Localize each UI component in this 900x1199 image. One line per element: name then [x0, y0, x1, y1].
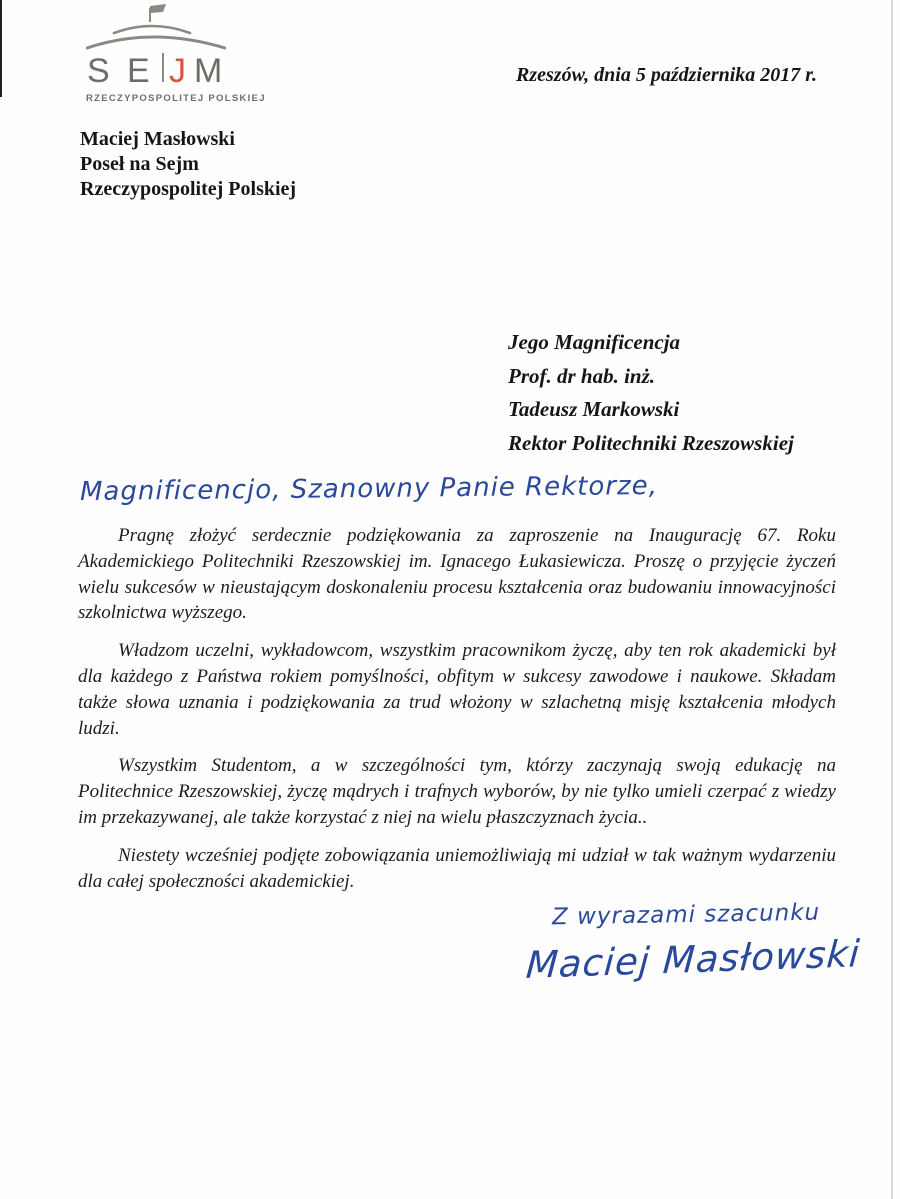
recipient-block — [508, 326, 794, 460]
scan-edge-artifact — [0, 0, 2, 97]
handwritten-valediction: Z wyrazami szacunku — [551, 899, 821, 931]
logo-letter-s: S — [87, 52, 110, 86]
paragraph: Wszystkim Studentom, a w szczególności tym, którzy zaczynają swoją edukację na Politechnice Rzeszowskiej, życzę mądrych i trafnych wyborów, by nie tylko umieli czerpać z wiedzy im przekazywanej, ale także korzystać z niej na wielu płaszczyznach życia.. — [78, 755, 836, 828]
logo-letter-e: E — [127, 52, 150, 86]
recipient-name: Tadeusz Markowski — [508, 397, 680, 421]
paragraph: Pragnę złożyć serdecznie podziękowania za zaproszenie na Inaugurację 67. Roku Akademickiego Politechniki Rzeszowskiej im. Ignacego Łukasiewicza. Proszę o przyjęcie życzeń wielu sukcesów w nieustającym doskonaleniu procesu kształcenia oraz budowaniu innowacyjności szkolnictwa wyższego. — [78, 525, 836, 624]
letter-body — [78, 523, 836, 906]
logo-caption: RZECZYPOSPOLITEJ POLSKIEJ — [86, 93, 266, 104]
scan-line-artifact — [891, 0, 893, 1199]
sender-name: Maciej Masłowski — [80, 128, 235, 150]
logo-letter-j: J — [169, 52, 186, 86]
sejm-dome-icon — [86, 4, 226, 86]
handwritten-greeting: Magnificencjo, Szanowny Panie Rektorze, — [79, 470, 659, 508]
sender-title: Poseł na Sejm — [80, 153, 199, 175]
recipient-degrees: Prof. dr hab. inż. — [508, 363, 656, 388]
paragraph: Władzom uczelni, wykładowcom, wszystkim pracownikom życzę, aby ten rok akademicki był dla każdego z Państwa rokiem pomyślności, obfitym w sukcesy zawodowe i naukowe. Składam także słowa uznania i podziękowania za trud włożony w szlachetną misję kształcenia młodych ludzi. — [78, 640, 836, 739]
sender-title-2: Rzeczypospolitej Polskiej — [80, 178, 297, 200]
sejm-logo — [86, 4, 266, 104]
logo-letter-m: M — [194, 52, 223, 86]
sender-block — [80, 127, 296, 202]
paragraph: Niestety wcześniej podjęte zobowiązania uniemożliwiają mi udział w tak ważnym wydarzeniu dla całej społeczności akademickiej. — [78, 844, 836, 892]
recipient-honorific: Jego Magnificencja — [508, 330, 681, 354]
recipient-position: Rektor Politechniki Rzeszowskiej — [508, 430, 794, 455]
dateline: Rzeszów, dnia 5 października 2017 r. — [516, 64, 817, 86]
logo-letter-divider — [162, 53, 164, 82]
handwritten-signature: Maciej Masłowski — [524, 932, 862, 987]
